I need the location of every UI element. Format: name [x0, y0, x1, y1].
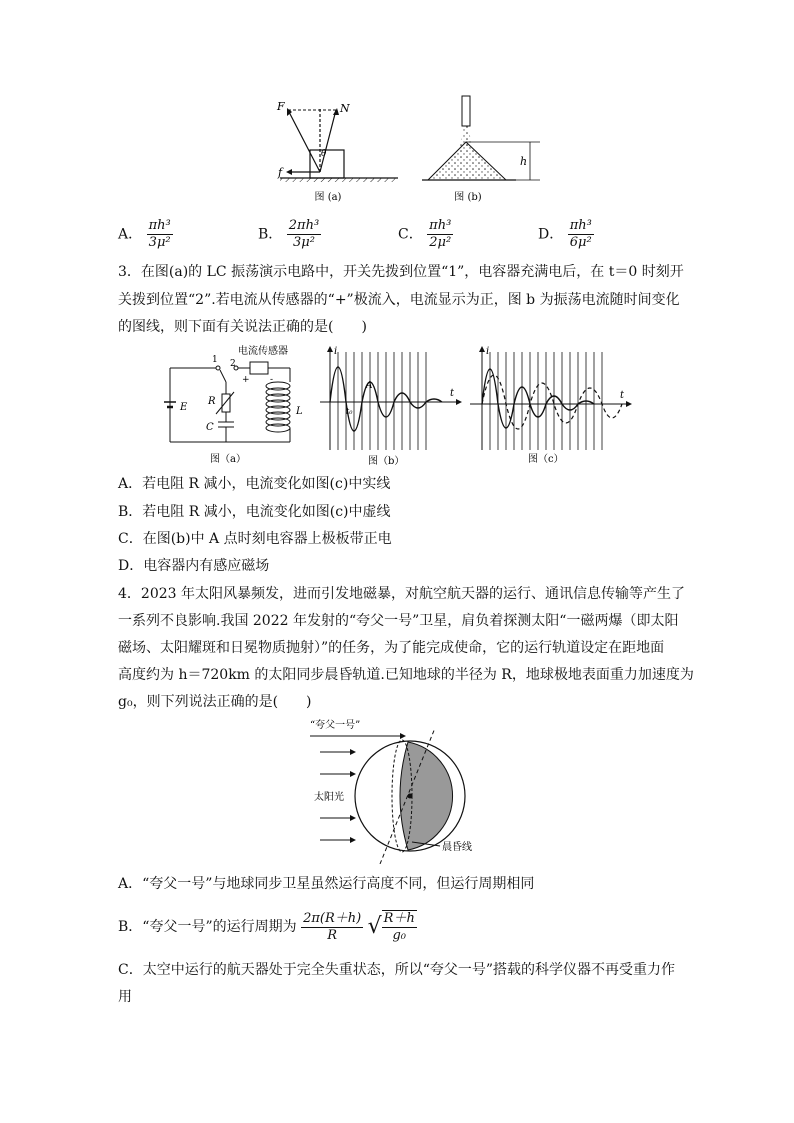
axis-t-label-c: t — [620, 390, 625, 401]
terminator-label: 晨昏线 — [442, 842, 472, 853]
choice-fraction: $\frac{\text{πh³}}{\text{6μ²}}$ — [569, 218, 592, 250]
figure-a-caption-q3: 图（a） — [210, 454, 246, 465]
figure-b-sand-pile — [422, 96, 540, 203]
choice-letter: A． — [118, 226, 143, 243]
q4-option-b[interactable] — [118, 910, 417, 944]
switch-pos2-label: 2 — [230, 359, 236, 369]
q2-choice-a[interactable] — [118, 218, 173, 251]
satellite-label: “夸父一号” — [310, 720, 361, 731]
q2-choice-d[interactable] — [538, 218, 594, 251]
capacitor-c-label: C — [206, 422, 214, 433]
q3-stem-line-3: 的图线，则下面有关说法正确的是( ) — [118, 319, 367, 335]
choice-fraction: $\frac{\text{2πh³}}{\text{3μ²}}$ — [288, 218, 320, 250]
inductor-l-label: L — [296, 406, 303, 417]
figure-a-caption: 图 (a) — [314, 192, 342, 203]
q3-option-c[interactable]: C．在图(b)中 A 点时刻电容器上极板带正电 — [118, 531, 392, 547]
current-sensor-label: 电流传感器 — [238, 346, 288, 357]
q4-earth-orbit-figure — [300, 714, 500, 864]
q4-stem-line-1: 4．2023 年太阳风暴频发，进而引发地磁暴，对航空航天器的运行、通讯信息传输等产生了 — [118, 586, 685, 602]
force-f-label: F — [277, 100, 285, 113]
sqrt-fraction: $\frac{R+h}{\text{g₀}}$ — [383, 911, 415, 943]
q2-choice-b[interactable] — [258, 218, 321, 251]
sqrt-sign: √ — [367, 914, 382, 939]
sensor-plus-label: + — [242, 375, 250, 385]
q2-choice-c[interactable] — [398, 218, 453, 251]
axis-i-label: i — [334, 346, 338, 357]
q4-stem-line-2: 一系列不良影响.我国 2022 年发射的“夸父一号”卫星，肩负着探测太阳“一磁两爆（即太阳 — [118, 613, 679, 629]
graph-b-damped-oscillation — [320, 346, 462, 467]
choice-letter: C． — [398, 226, 423, 243]
choice-fraction: $\frac{\text{πh³}}{\text{3μ²}}$ — [148, 218, 171, 250]
q4-option-b-text: B．“夸父一号”的运行周期为 — [118, 919, 297, 935]
figure-a-block-force-diagram — [276, 100, 398, 203]
q3-figures — [160, 342, 640, 470]
friction-f-label: f — [278, 166, 283, 179]
point-a-label: A — [366, 381, 373, 391]
q4-stem-line-5: g₀，则下列说法正确的是( ) — [118, 694, 312, 710]
t0-label: t₀ — [346, 407, 353, 416]
q3-option-b[interactable]: B．若电阻 R 减小，电流变化如图(c)中虚线 — [118, 504, 391, 520]
figure-b-caption: 图 (b) — [454, 192, 482, 203]
q3-stem-line-1: 3．在图(a)的 LC 振荡演示电路中，开关先拨到位置“1”，电容器充满电后，在 t＝0 时刻开 — [118, 264, 684, 280]
choice-letter: D． — [538, 226, 564, 243]
force-n-label: N — [340, 102, 350, 115]
angle-theta-label: θ — [321, 149, 327, 159]
height-h-label: h — [520, 155, 528, 168]
q4-option-c-line-2[interactable]: 用 — [118, 989, 132, 1005]
switch-pos1-label: 1 — [212, 355, 218, 365]
lc-circuit-diagram — [164, 344, 303, 465]
q4-stem-line-4: 高度约为 h＝720km 的太阳同步晨昏轨道.已知地球的半径为 R，地球极地表面重力加速度为 — [118, 667, 694, 683]
period-fraction: $\frac{2\pi(R+h)}{R}$ — [303, 910, 362, 943]
q3-option-d[interactable]: D．电容器内有感应磁场 — [118, 558, 270, 574]
choice-letter: B． — [258, 226, 283, 243]
sensor-minus-label: - — [270, 375, 274, 385]
figure-c-caption-q3: 图（c） — [528, 454, 564, 465]
graph-c-compare-curves — [470, 346, 632, 465]
emf-e-label: E — [180, 402, 188, 413]
q4-stem-line-3: 磁场、太阳耀斑和日冕物质抛射）”的任务，为了能完成使命，它的运行轨道设定在距地面 — [118, 640, 665, 656]
sunlight-label: 太阳光 — [314, 792, 344, 803]
axis-t-label: t — [450, 388, 455, 399]
q3-option-a[interactable]: A．若电阻 R 减小，电流变化如图(c)中实线 — [118, 476, 391, 492]
axis-i-label-c: i — [486, 346, 490, 357]
top-figures — [250, 90, 550, 205]
q3-stem-line-2: 关拨到位置“2”.若电流从传感器的“+”极流入，电流显示为正，图 b 为振荡电流随时间变化 — [118, 292, 680, 308]
resistor-r-label: R — [208, 396, 216, 407]
figure-b-caption-q3: 图（b） — [368, 456, 405, 467]
q4-option-c-line-1[interactable]: C．太空中运行的航天器处于完全失重状态，所以“夸父一号”搭载的科学仪器不再受重力作 — [118, 962, 676, 978]
choice-fraction: $\frac{\text{πh³}}{\text{2μ²}}$ — [429, 218, 452, 250]
q4-option-a[interactable]: A．“夸父一号”与地球同步卫星虽然运行高度不同，但运行周期相同 — [118, 876, 535, 892]
